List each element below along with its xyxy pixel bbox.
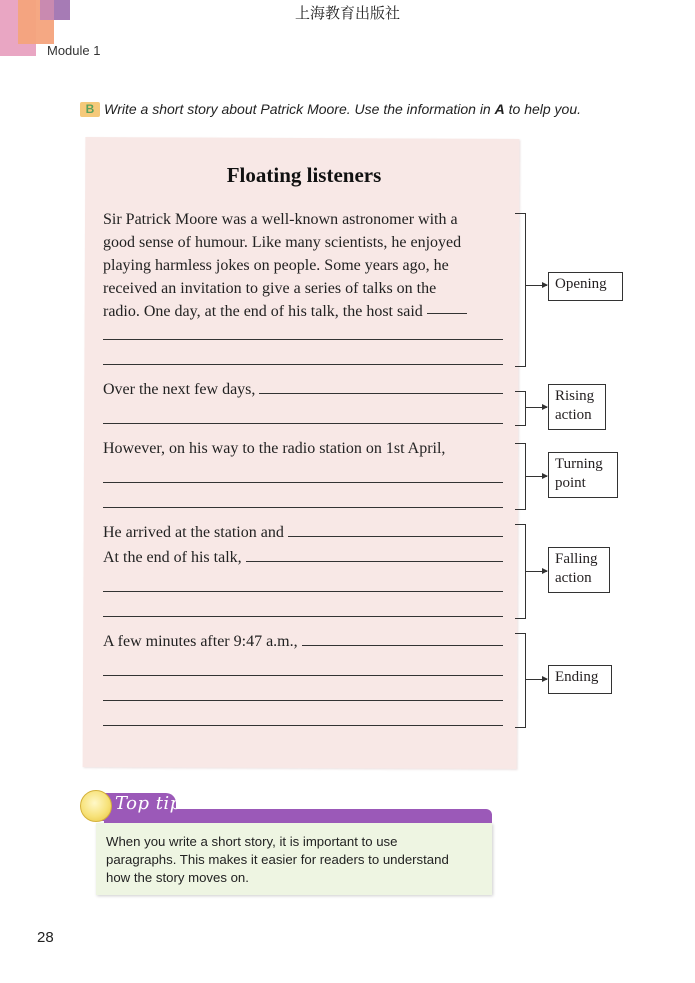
falling-prompt-row-2	[103, 549, 503, 567]
rising-bracket	[515, 391, 526, 426]
falling-prompt-1: He arrived at the station and	[103, 524, 284, 541]
page-number: 28	[37, 929, 54, 946]
answer-blank[interactable]	[246, 561, 503, 562]
ending-arrow	[525, 679, 547, 680]
label-line: Falling	[555, 551, 598, 567]
falling-prompt-row-1	[103, 524, 503, 542]
lightbulb-icon	[80, 790, 112, 822]
turning-arrow	[525, 476, 547, 477]
rising-prompt: Over the next few days,	[103, 381, 256, 398]
tip-title: Top tip	[115, 793, 182, 814]
rising-prompt-row	[103, 381, 503, 399]
tip-line: When you write a short story, it is important to use	[106, 834, 398, 849]
rising-arrow	[525, 407, 547, 408]
opening-line: playing harmless jokes on people. Some years ago, he	[103, 257, 449, 274]
turning-prompt: However, on his way to the radio station on 1st April,	[103, 440, 446, 457]
tip-text	[106, 833, 486, 887]
label-ending: Ending	[548, 665, 612, 694]
answer-line[interactable]	[103, 725, 503, 726]
instruction-text-before: Write a short story about Patrick Moore. Use the information in	[104, 101, 495, 117]
label-line: action	[555, 570, 592, 586]
label-falling-action	[548, 547, 610, 593]
ending-prompt: A few minutes after 9:47 a.m.,	[103, 633, 298, 650]
opening-line-text: radio. One day, at the end of his talk, the host said	[103, 303, 423, 320]
publisher-header: 上海教育出版社	[294, 4, 400, 22]
answer-line[interactable]	[103, 591, 503, 592]
opening-line: received an invitation to give a series of talks on the	[103, 280, 437, 297]
label-line: Rising	[555, 388, 595, 404]
tip-line: paragraphs. This makes it easier for readers to understand	[106, 852, 449, 867]
story-title: Floating listeners	[226, 163, 382, 187]
answer-line[interactable]	[103, 423, 503, 424]
answer-line[interactable]	[103, 364, 503, 365]
answer-line[interactable]	[103, 482, 503, 483]
answer-line[interactable]	[103, 675, 503, 676]
answer-line[interactable]	[103, 700, 503, 701]
label-turning-point	[548, 452, 618, 498]
falling-arrow	[525, 571, 547, 572]
opening-bracket	[515, 213, 526, 367]
falling-prompt-2: At the end of his talk,	[103, 549, 242, 566]
ending-prompt-row	[103, 633, 503, 651]
answer-blank[interactable]	[259, 393, 503, 394]
answer-line[interactable]	[103, 616, 503, 617]
answer-blank[interactable]	[288, 536, 503, 537]
opening-line-last	[103, 300, 503, 323]
ending-bracket	[515, 633, 526, 728]
label-rising-action	[548, 384, 606, 430]
answer-line[interactable]	[103, 339, 503, 340]
opening-paragraph	[103, 208, 503, 323]
answer-line[interactable]	[103, 507, 503, 508]
opening-line: good sense of humour. Like many scientists, he enjoyed	[103, 234, 462, 251]
tip-line: how the story moves on.	[106, 870, 249, 885]
opening-line: Sir Patrick Moore was a well-known astronomer with a	[103, 211, 458, 228]
label-line: action	[555, 407, 592, 423]
exercise-instruction	[80, 101, 581, 117]
instruction-ref: A	[494, 101, 505, 117]
label-line: Turning	[555, 456, 603, 472]
exercise-badge: B	[80, 102, 100, 117]
answer-blank[interactable]	[427, 313, 467, 314]
label-opening: Opening	[548, 272, 623, 301]
turning-prompt-row	[103, 440, 503, 458]
label-line: point	[555, 475, 586, 491]
module-label: Module 1	[47, 43, 101, 58]
opening-arrow	[525, 285, 547, 286]
instruction-text-after: to help you.	[504, 101, 582, 117]
answer-blank[interactable]	[302, 645, 503, 646]
